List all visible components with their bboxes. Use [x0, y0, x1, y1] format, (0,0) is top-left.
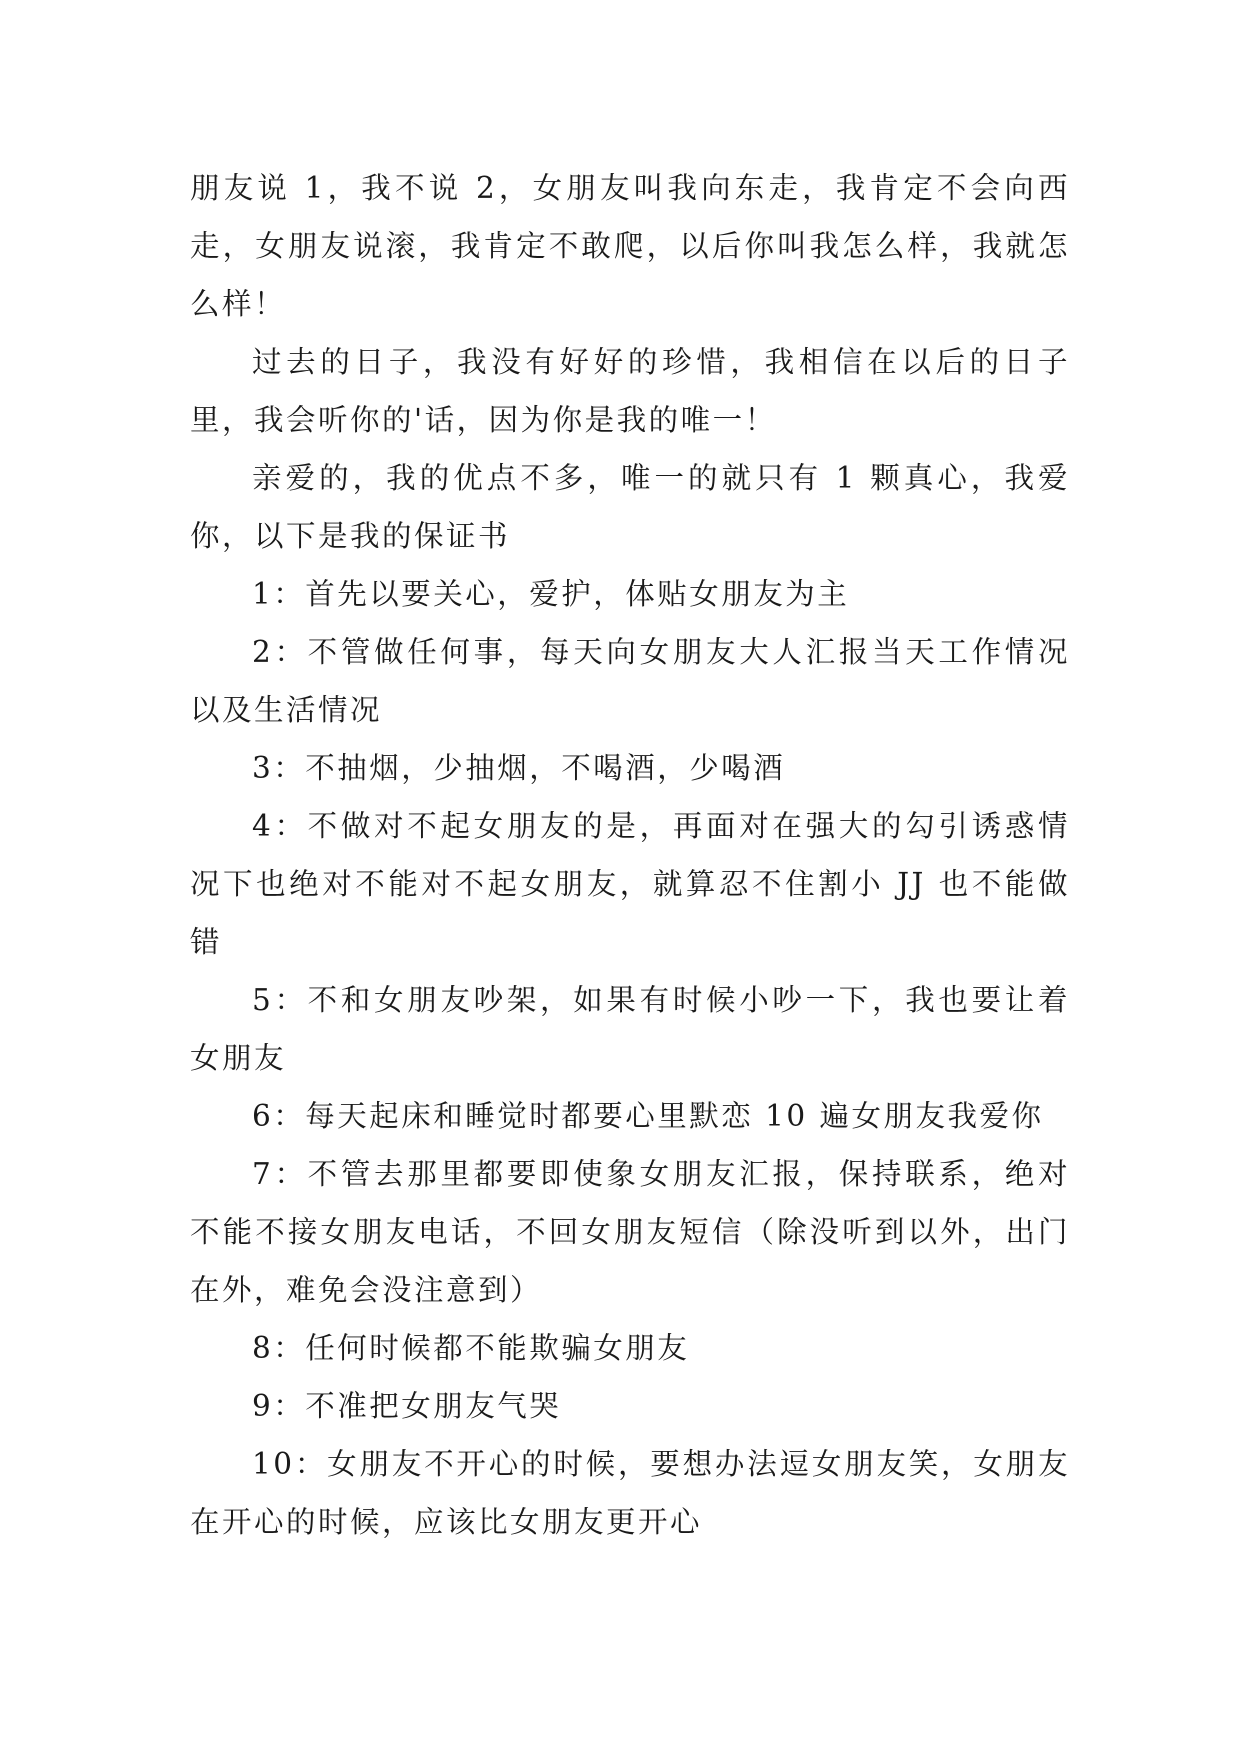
paragraph-2: 过去的日子，我没有好好的珍惜，我相信在以后的日子里，我会听你的'话，因为你是我的唯一！ [190, 345, 1070, 437]
paragraph-3: 亲爱的，我的优点不多，唯一的就只有 1 颗真心，我爱你，以下是我的保证书 [190, 461, 1070, 553]
list-item-6: 6：每天起床和睡觉时都要心里默恋 10 遍女朋友我爱你 [252, 1099, 1044, 1133]
list-item-5: 5：不和女朋友吵架，如果有时候小吵一下，我也要让着女朋友 [190, 983, 1070, 1075]
list-item-7: 7：不管去那里都要即使象女朋友汇报，保持联系，绝对不能不接女朋友电话，不回女朋友短信（除没听到以外，出门在外，难免会没注意到） [190, 1157, 1070, 1307]
list-item-9: 9：不准把女朋友气哭 [252, 1389, 562, 1423]
paragraph-1: 朋友说 1，我不说 2，女朋友叫我向东走，我肯定不会向西走，女朋友说滚，我肯定不敢爬，以后你叫我怎么样，我就怎么样！ [190, 171, 1070, 321]
list-item-8: 8：任何时候都不能欺骗女朋友 [252, 1331, 690, 1365]
list-item-3: 3：不抽烟，少抽烟，不喝酒，少喝酒 [252, 751, 786, 785]
list-item-10: 10：女朋友不开心的时候，要想办法逗女朋友笑，女朋友在开心的时候，应该比女朋友更开心 [190, 1447, 1070, 1539]
list-item-4: 4：不做对不起女朋友的是，再面对在强大的勾引诱惑情况下也绝对不能对不起女朋友，就算忍不住割小 JJ 也不能做错 [190, 809, 1070, 959]
list-item-1: 1：首先以要关心，爱护，体贴女朋友为主 [252, 577, 850, 611]
list-item-2: 2：不管做任何事，每天向女朋友大人汇报当天工作情况以及生活情况 [190, 635, 1070, 727]
document-body [190, 159, 1070, 1551]
